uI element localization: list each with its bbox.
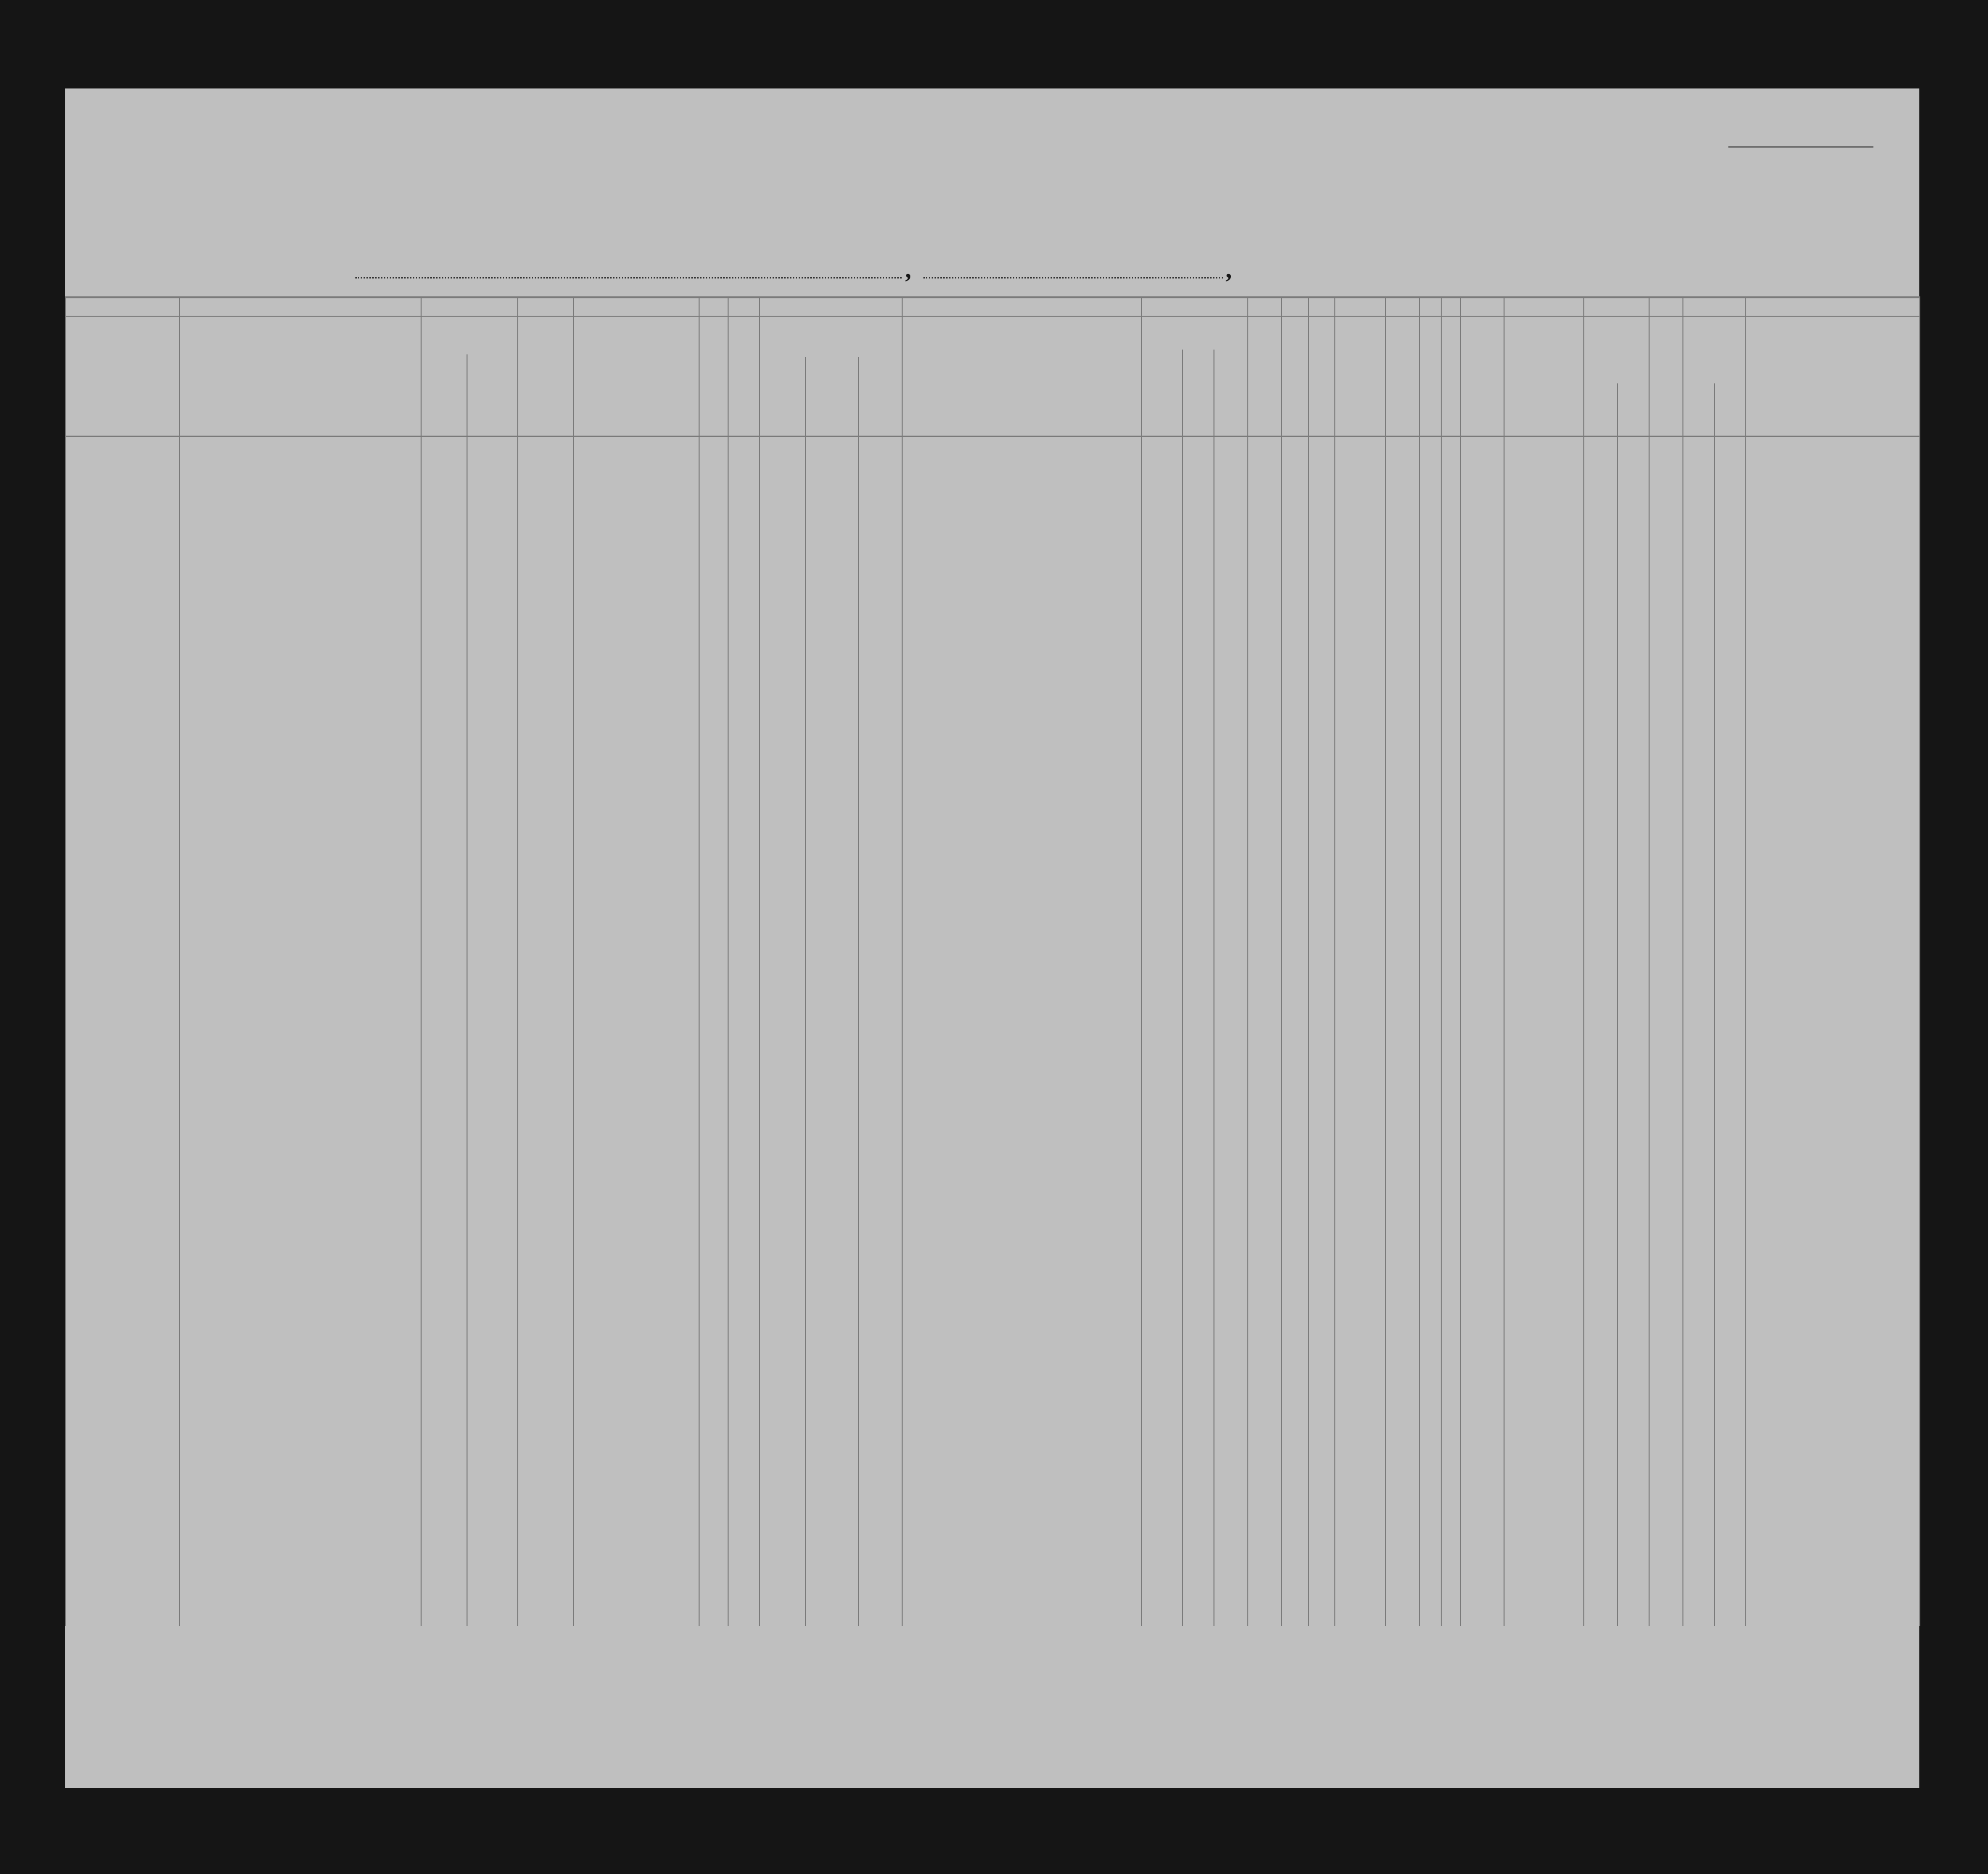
manifest-sheet bbox=[65, 88, 1919, 1788]
comma: , bbox=[905, 256, 911, 283]
comma: , bbox=[1226, 256, 1232, 283]
list-field-line bbox=[1728, 146, 1873, 147]
manifest-grid bbox=[65, 296, 1919, 1626]
port-line bbox=[355, 277, 902, 278]
date-line bbox=[923, 277, 1223, 278]
